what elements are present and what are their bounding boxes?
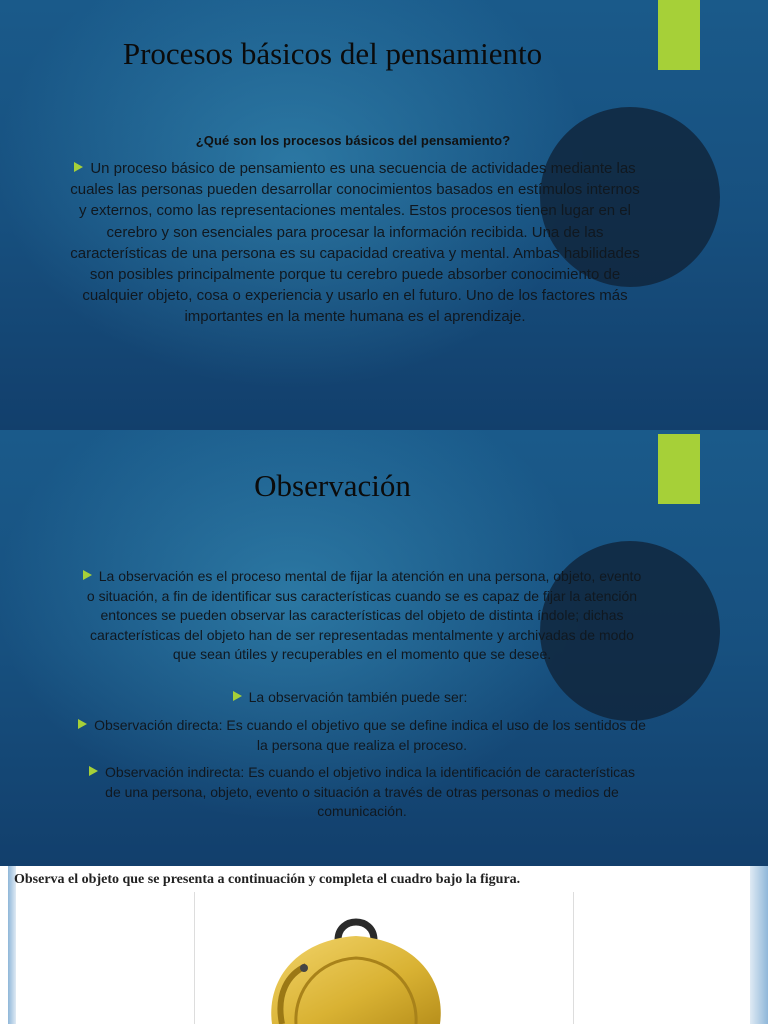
slide-observacion [0, 430, 768, 866]
green-triangle-bullet-icon [74, 162, 83, 172]
bullet-item [140, 688, 560, 708]
yellow-backpack-icon [226, 910, 486, 1024]
worksheet-section [0, 866, 768, 1024]
green-triangle-bullet-icon [233, 691, 242, 701]
slide-title: Procesos básicos del pensamiento [122, 36, 543, 71]
slide-title: Observación [254, 468, 411, 503]
bullet-item [70, 158, 640, 328]
worksheet-frame-right [750, 866, 768, 1024]
green-triangle-bullet-icon [89, 766, 98, 776]
bullet-text: Observación directa: Es cuando el objetivo que se define indica el uso de los sentidos de la persona que realiza el proceso. [94, 717, 646, 753]
worksheet-frame-left [8, 866, 16, 1024]
worksheet-instruction: Observa el objeto que se presenta a continuación y completa el cuadro bajo la figura. [14, 872, 521, 887]
bullet-item [78, 567, 646, 665]
slide-subheading: ¿Qué son los procesos básicos del pensamiento? [195, 133, 511, 148]
green-triangle-bullet-icon [83, 570, 92, 580]
bullet-item [78, 716, 646, 755]
green-triangle-bullet-icon [78, 719, 87, 729]
bullet-text: Observación indirecta: Es cuando el objetivo indica la identificación de características de una persona, objeto, evento o situación a través de otras personas o medios de comunicación. [105, 764, 635, 819]
bullet-item [88, 763, 636, 822]
bullet-text: Un proceso básico de pensamiento es una secuencia de actividades mediante las cuales las personas pueden desarrollar conocimientos basados en estímulos internos y externos, como las representaciones mentales. Estos procesos tienen lugar en el cerebro y son esenciales para procesar la información recibida. Una de las características de una persona es su capacidad creativa y mental. Ambas habilidades son posibles principalmente porque tu cerebro puede absorber conocimiento de cualquier objeto, cosa o experiencia y usarlo en el futuro. Uno de los factores más importantes en la mente humana es el aprendizaje. [70, 160, 640, 326]
slide-procesos-basicos [0, 0, 768, 430]
bullet-text: La observación también puede ser: [248, 689, 468, 705]
bullet-text: La observación es el proceso mental de fijar la atención en una persona, objeto, evento o situación, a fin de identificar sus características cuando se es capaz de fijar la atención entonces se pueden observar las características del objeto de distinta índole; dichas características del objeto han de ser representadas mentalmente y archivadas de modo que sean útiles y recuperables en el momento que se desee. [86, 568, 642, 662]
